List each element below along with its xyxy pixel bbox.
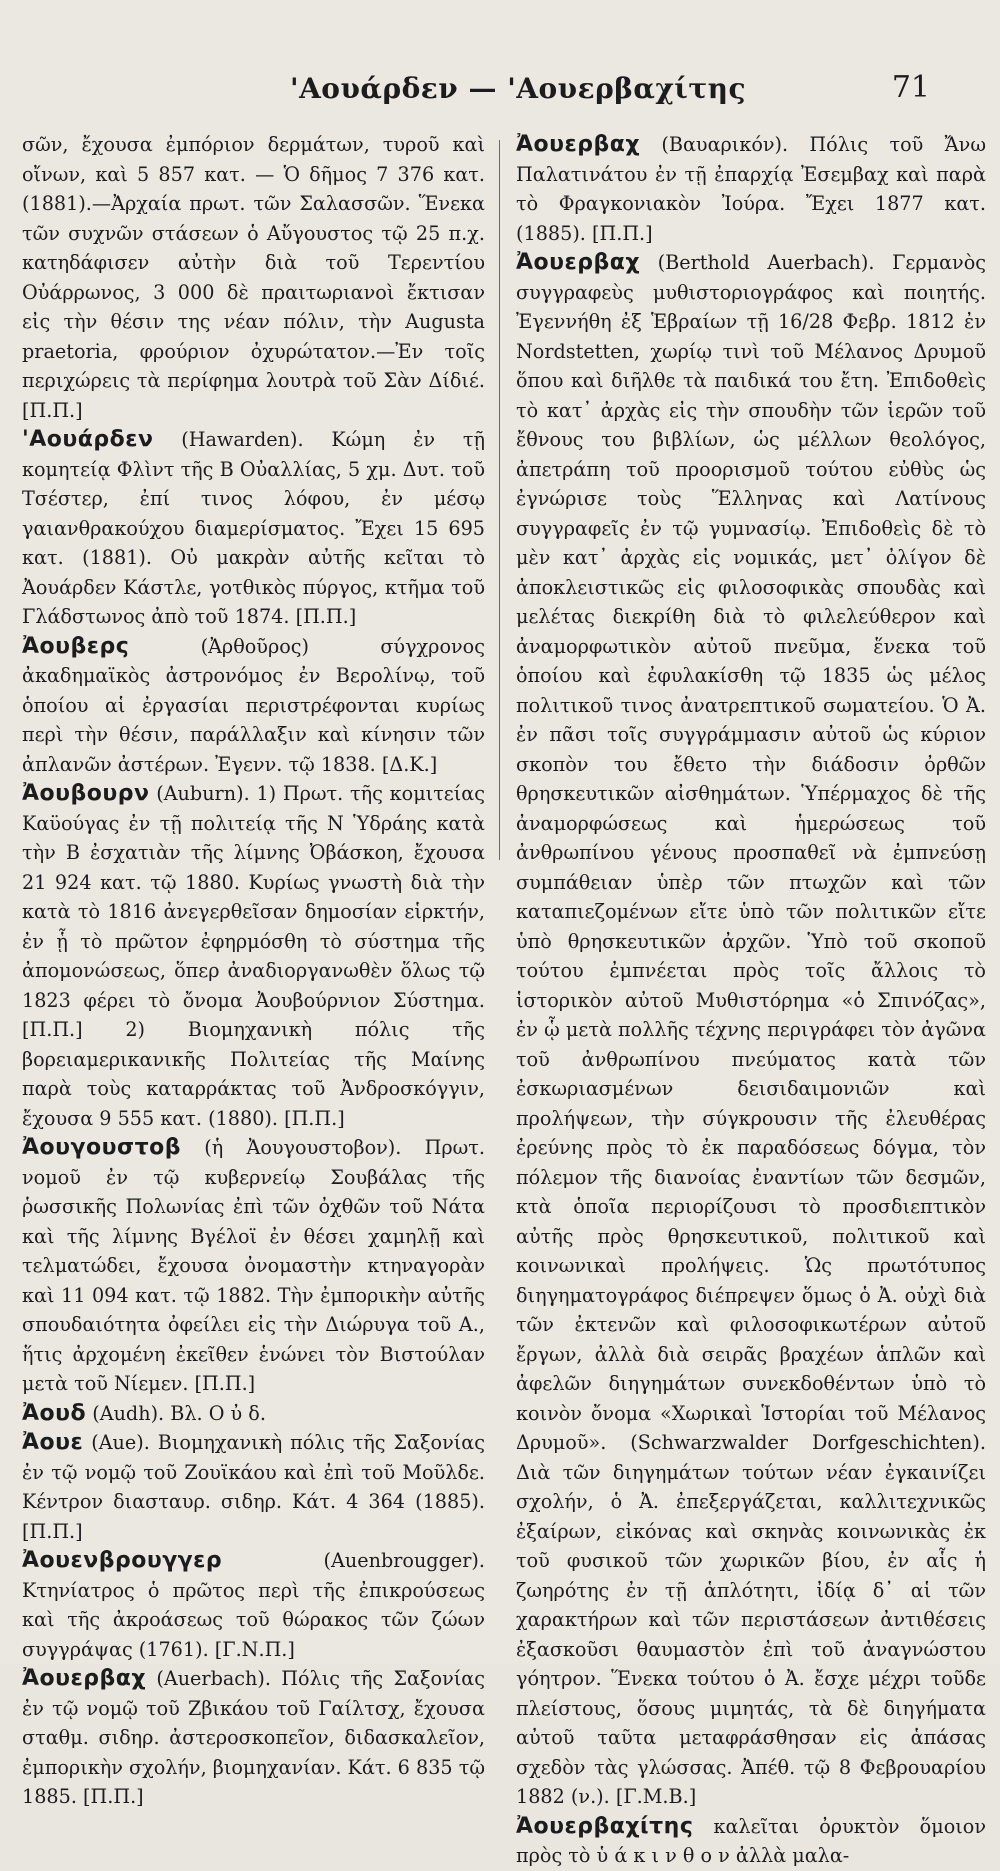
entry	[22, 1428, 485, 1546]
entry-text: καλεῖται ὀρυκτὸν ὅμοιον πρὸς τὸ ὑ ά κ ι ν θ ο ν ἀλλὰ μαλα-	[516, 1814, 986, 1867]
running-title: 'Αουάρδεν — 'Αουερβαχίτης	[290, 72, 747, 105]
left-column	[22, 130, 485, 1812]
entry	[22, 1399, 485, 1429]
entry	[22, 1664, 485, 1812]
entry-text: (Auenbrougger). Κτηνίατρος ὁ πρῶτος περὶ τῆς ἐπικρούσεως καὶ τῆς ἀκροάσεως τοῦ θώρακος τῶν ζώων συγγράψας (1761). [Γ.Ν.Π.]	[22, 1549, 485, 1661]
entry-text: (Berthold Auerbach). Γερμανὸς συγγραφεὺς μυθιστοριογράφος καὶ ποιητής. Ἐγεννήθη ἐξ Ἑβραίων τῇ 16/28 Φεβρ. 1812 ἐν Nordstetten, χωρίῳ τινὶ τοῦ Μέλανος Δρυμοῦ ὅπου καὶ διῆλθε τὰ παιδικά του ἔτη. Ἐπιδοθεὶς τὸ κατ᾽ ἀρχὰς εἰς τὴν σπουδὴν τῶν ἱερῶν τοῦ ἔθνους του βιβλίων, ὡς μέλλων θεολόγος, ἀπετράπη τοῦ προορισμοῦ τούτου εὐθὺς ὡς ἐγνώρισε τοὺς Ἕλληνας καὶ Λατίνους συγγραφεῖς ἐν τῷ γυμνασίῳ. Ἐπιδοθεὶς δὲ τὸ μὲν κατ᾽ ἀρχὰς εἰς νομικάς, μετ᾽ ὀλίγον δὲ ἀποκλειστικῶς εἰς φιλοσοφικὰς σπουδὰς καὶ μελέτας διεκρίθη διὰ τὸ φιλελεύθερον καὶ ἀναμορφωτικὸν αὐτοῦ πνεῦμα, ἕνεκα τοῦ ὁποίου καὶ ἐφυλακίσθη τῷ 1835 ὡς μέλος πολιτικοῦ τινος ἀνατρεπτικοῦ σωματείου. Ὁ Ἀ. ἐν πᾶσι τοῖς συγγράμμασιν αὐτοῦ ὡς κύριον σκοπὸν του ἔθετο τὴν διάδοσιν ὀρθῶν θρησκευτικῶν αἰσθημάτων. Ὑπέρμαχος δὲ τῆς ἀναμορφώσεως καὶ ἡμερώσεως τοῦ ἀνθρωπίνου γένους προσπαθεῖ νὰ ἐμπνεύσῃ συμπάθειαν ὑπὲρ τῶν πτωχῶν καὶ τῶν καταπιεζομένων εἴτε ὑπὸ τῶν πολιτικῶν εἴτε ὑπὸ θρησκευτικῶν ἀρχῶν. Ὑπὸ τοῦ σκοποῦ τούτου ἐμπνέεται πρὸς τοῖς ἄλλοις τὸ ἱστορικὸν αὐτοῦ Μυθιστόρημα «ὁ Σπινόζας», ἐν ᾧ μετὰ πολλῆς τέχνης περιγράφει τὸν ἀγῶνα τοῦ ἀνθρωπίνου πνεύματος κατὰ τῶν ἐσκωριασμένων δεισιδαιμονιῶν καὶ προλήψεων, τὴν σύγκρουσιν τῆς ἐλευθέρας ἐρεύνης πρὸς τὸ ἐκ παραδόσεως δόγμα, τὸν πόλεμον τῆς διανοίας ἐναντίων τῶν δεσμῶν, κτὰ ὁποῖα περιορίζουσι τὸ προσδιεπτικὸν αὐτῆς πρὸς θρησκευτικοῦ, πολιτικοῦ καὶ κοινωνικαὶ προλήψεις. Ὡς πρωτότυπος διηγηματογράφος διέπρεψεν ὅμως ὁ Ἀ. οὐχὶ διὰ τῶν ἐκτενῶν καὶ φιλοσοφικωτέρων αὐτοῦ ἔργων, ἀλλὰ διὰ σειρᾶς βραχέων ἁπλῶν καὶ ἀφελῶν διηγημάτων συνεκδοθέντων ὑπὸ τὸ κοινὸν ὄνομα «Χωρικαὶ Ἱστορίαι τοῦ Μέλανος Δρυμοῦ». (Schwarzwalder Dorfgeschichten). Διὰ τῶν διηγημάτων τούτων νέαν ἐγκαινίζει σχολήν, ὁ Ἀ. ἐπεξεργάζεται, καλλιτεχνικῶς ἐξαίρων, εἰκόνας καὶ σκηνὰς κοινωνικὰς ἐκ τοῦ φυσικοῦ τῶν χωρικῶν βίου, ἐν αἷς ἡ ζωηρότης ἐν τῇ ἁπλότητι, ἰδίᾳ δ᾽ αἱ τῶν χαρακτήρων καὶ τῶν περιστάσεων ἀντιθέσεις ἐξασκοῦσι θαυμαστὸν ἐπὶ τοῦ ἀναγνώστου γόητρον. Ἕνεκα τούτου ὁ Ἀ. ἔσχε μέχρι τοῦδε πλείστους, ὅσους μιμητάς, τὰ δὲ διηγήματα αὐτοῦ ταῦτα μεταφράσθησαν εἰς ἁπάσας σχεδὸν τὰς γλώσσας. Ἀπέθ. τῷ 8 Φεβρουαρίου 1882 (ν.). [Γ.Μ.Β.]	[516, 251, 986, 1808]
entry-headword: Ἀουερβαχίτης	[516, 1813, 694, 1839]
entry-text: (Βαυαρικόν). Πόλις τοῦ Ἄνω Παλατινάτου ἐν τῇ ἐπαρχίᾳ Ἐσεμβαχ καὶ παρὰ τὸ Φραγκονιακὸν Ἰούρα. Ἔχει 1877 κατ. (1885). [Π.Π.]	[516, 133, 986, 245]
entry-text: (Aue). Βιομηχανικὴ πόλις τῆς Σαξονίας ἐν τῷ νομῷ τοῦ Ζουϊκάου καὶ ἐπὶ τοῦ Μοῦλδε. Κέντρον διασταυρ. σιδηρ. Κάτ. 4 364 (1885). [Π.Π.]	[22, 1431, 485, 1543]
right-column	[516, 130, 986, 1871]
entry-text: (Auburn). 1) Πρωτ. τῆς κομιτείας Καϋούγας ἐν τῇ πολιτείᾳ τῆς Ν Ὑδράης κατὰ τὴν Β ἐσχατιὰν τῆς λίμνης Ὀβάσκοη, ἔχουσα 21 924 κατ. τῷ 1880. Κυρίως γνωστὴ διὰ τὴν κατὰ τὸ 1816 ἀνεγερθεῖσαν δημοσίαν εἱρκτήν, ἐν ᾗ τὸ πρῶτον ἐφηρμόσθη τὸ σύστημα τῆς ἀπομονώσεως, ὅπερ ἀναδιοργανωθὲν ὅλως τῷ 1823 φέρει τὸ ὄνομα Ἀουβούρνιον Σύστημα. [Π.Π.] 2) Βιομηχανικὴ πόλις τῆς βορειαμερικανικῆς Πολιτείας τῆς Μαίνης παρὰ τοὺς καταρράκτας τοῦ Ἀνδροσκόγγιν, ἔχουσα 9 555 κατ. (1880). [Π.Π.]	[22, 782, 485, 1130]
entry-text: (Ἀρθοῦρος) σύγχρονος ἀκαδημαϊκὸς ἀστρονόμος ἐν Βερολίνῳ, τοῦ ὁποίου αἱ ἐργασίαι περιστρέφονται κυρίως περὶ τὴν θέσιν, παράλλαξιν καὶ κίνησιν τῶν ἀπλανῶν ἀστέρων. Ἐγενν. τῷ 1838. [Δ.Κ.]	[22, 634, 485, 776]
entry-text: (Audh). Βλ. Ο ὐ δ.	[92, 1401, 266, 1425]
entry-headword: Ἀουερβαχ	[516, 132, 641, 157]
page-number: 71	[891, 70, 930, 105]
entry-headword: Ἀουε	[22, 1430, 84, 1455]
entry	[516, 248, 986, 1812]
entry	[22, 130, 485, 425]
entry	[22, 779, 485, 1133]
entry	[22, 1133, 485, 1399]
entry-headword: Ἀουερβαχ	[516, 250, 641, 275]
entry	[22, 425, 485, 632]
entry-text: (Hawarden). Κώμη ἐν τῇ κομητείᾳ Φλὶντ τῆς Β Οὐαλλίας, 5 χμ. Δυτ. τοῦ Τσέστερ, ἐπί τινος λόφου, ἐν μέσῳ γαιανθρακούχου διαμερίσματος. Ἔχει 15 695 κατ. (1881). Οὐ μακρὰν αὐτῆς κεῖται τὸ Ἀουάρδεν Κάστλε, γοτθικὸς πύργος, κτῆμα τοῦ Γλάδστωνος ἀπὸ τοῦ 1874. [Π.Π.]	[22, 428, 485, 628]
entry-headword: Ἀουερβαχ	[22, 1666, 147, 1691]
entry-headword: Ἀουενβρουγγερ	[22, 1548, 223, 1573]
entry	[516, 1812, 986, 1871]
entry-headword: 'Αουάρδεν	[22, 427, 154, 452]
entry	[22, 1546, 485, 1664]
entry	[22, 632, 485, 780]
column-divider	[499, 140, 500, 860]
entry-text: σῶν, ἔχουσα ἐμπόριον δερμάτων, τυροῦ καὶ οἴνων, καὶ 5 857 κατ. — Ὁ δῆμος 7 376 κατ. (1881).—Ἀρχαία πρωτ. τῶν Σαλασσῶν. Ἕνεκα τῶν συχνῶν στάσεων ὁ Αὔγουστος τῷ 25 π.χ. κατηδάφισεν αὐτὴν διὰ τοῦ Τερεντίου Οὐάρρωνος, 3 000 δὲ πραιτωριανοὶ ἔκτισαν εἰς τὴν θέσιν της νέαν πόλιν, τὴν Augusta praetoria, φρούριον ὀχυρώτατον.—Ἐν τοῖς περιχώρεις τὰ περίφημα λουτρὰ τοῦ Σὰν Δίδιέ. [Π.Π.]	[22, 133, 485, 422]
entry-headword: Ἀουβουρν	[22, 781, 150, 806]
entry-headword: Ἀουβερς	[22, 633, 130, 659]
entry	[516, 130, 986, 248]
entry-headword: Ἀουγουστοβ	[22, 1135, 181, 1160]
entry-text: (Auerbach). Πόλις τῆς Σαξονίας ἐν τῷ νομῷ τοῦ Ζβικάου τοῦ Γαίλτσχ, ἔχουσα σταθμ. σιδηρ. ἀστεροσκοπεῖον, διδασκαλεῖον, ἐμπορικὴν σχολήν, βιομηχανίαν. Κάτ. 6 835 τῷ 1885. [Π.Π.]	[22, 1667, 485, 1808]
running-head	[0, 72, 1000, 112]
entry-text: (ἡ Ἀουγουστοβον). Πρωτ. νομοῦ ἐν τῷ κυβερνείῳ Σουβάλας τῆς ῥωσσικῆς Πολωνίας ἐπὶ τῶν ὀχθῶν τοῦ Νάτα καὶ τῆς λίμνης Βγέλοϊ ἐν θέσει χαμηλῇ καὶ τελματώδει, ἔχουσα ὀνομαστὴν κτηναγορὰν καὶ 11 094 κατ. τῷ 1882. Τὴν ἐμπορικὴν αὐτῆς σπουδαιότητα ὀφείλει εἰς τὴν Διώρυγα τοῦ Α., ἥτις ἀρχομένη ἐκεῖθεν ἑνώνει τὸν Βιστούλαν μετὰ τοῦ Νίεμεν. [Π.Π.]	[22, 1136, 485, 1395]
entry-headword: Ἀουδ	[22, 1400, 87, 1426]
